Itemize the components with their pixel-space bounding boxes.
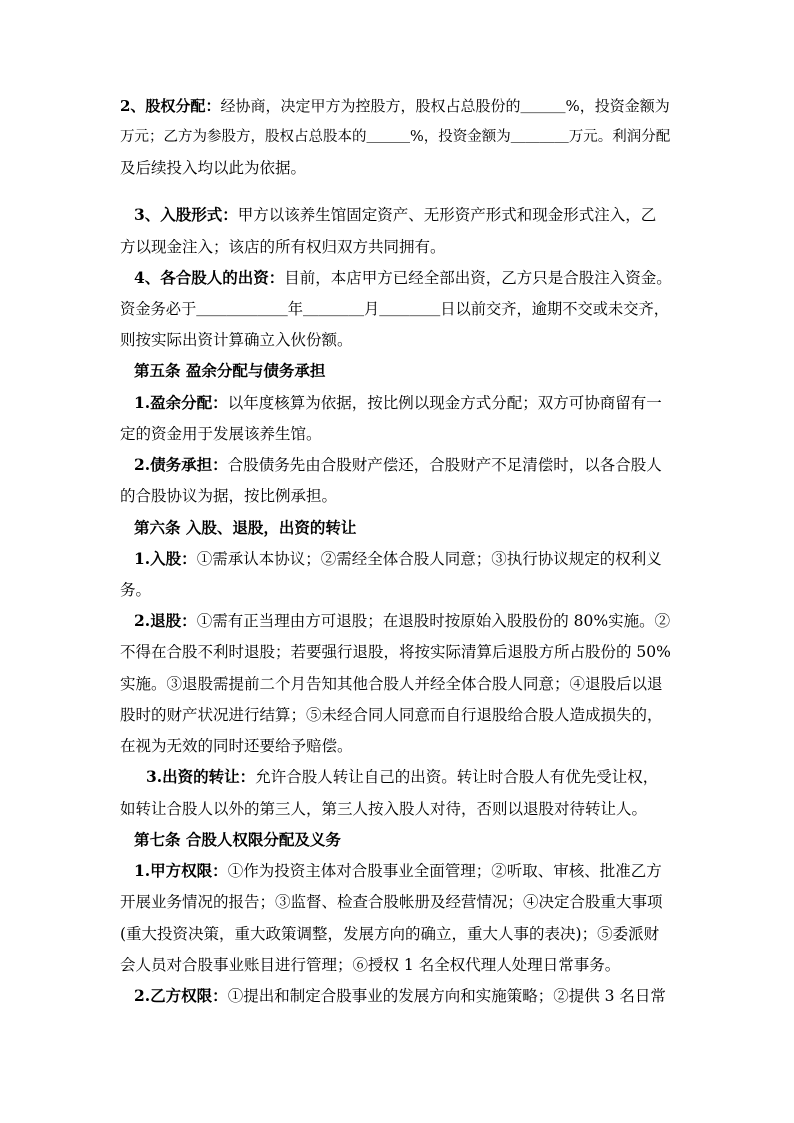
text-line: 及后续投入均以此为依据。	[120, 159, 307, 177]
text-line: 3、入股形式：甲方以该养生馆固定资产、无形资产形式和现金形式注入，乙	[134, 205, 657, 224]
text-line: 1.甲方权限：①作为投资主体对合股事业全面管理；②听取、审核、批准乙方	[134, 861, 662, 880]
text-line: 的合股协议为据，按比例承担。	[120, 487, 338, 505]
text-line: 2.乙方权限：①提出和制定合股事业的发展方向和实施策略；②提供 3 名日常	[134, 986, 666, 1005]
text-line: 实施。③退股需提前二个月告知其他合股人并经全体合股人同意；④退股后以退	[120, 675, 663, 693]
section-heading: 第五条 盈余分配与债务承担	[134, 361, 326, 380]
text-line: 2.退股：①需有正当理由方可退股；在退股时按原始入股股份的 80%实施。②	[134, 611, 671, 630]
text-line: 方以现金注入；该店的所有权归双方共同拥有。	[120, 238, 446, 256]
text-line: 1.盈余分配：以年度核算为依据，按比例以现金方式分配；双方可协商留有一	[134, 393, 662, 412]
section-heading: 第七条 合股人权限分配及义务	[134, 830, 341, 849]
text-line: 在视为无效的同时还要给予赔偿。	[120, 737, 353, 755]
section-heading: 第六条 入股、退股，出资的转让	[134, 518, 357, 537]
text-line: 万元；乙方为参股方，股权占总股本的＿＿＿%，投资金额为＿＿＿＿万元。利润分配	[120, 129, 671, 145]
text-line: 务。	[120, 581, 152, 599]
text-line: 开展业务情况的报告；③监督、检查合股帐册及经营情况；④决定合股重大事项	[120, 893, 663, 911]
text-line: 1.入股：①需承认本协议；②需经全体合股人同意；③执行协议规定的权利义	[134, 549, 662, 568]
text-line: 3.出资的转让：允许合股人转让自己的出资。转让时合股人有优先受让权，	[146, 767, 659, 786]
text-line: 资金务必于＿＿＿＿＿＿年＿＿＿＿月＿＿＿＿日以前交齐，逾期不交或未交齐，	[120, 300, 669, 318]
text-line: (重大投资决策，重大政策调整，发展方向的确立，重大人事的表决)；⑤委派财	[120, 925, 660, 943]
text-line: 定的资金用于发展该养生馆。	[120, 425, 322, 443]
text-line: 则按实际出资计算确立入伙份额。	[120, 331, 353, 349]
text-line: 4、各合股人的出资：目前，本店甲方已经全部出资，乙方只是合股注入资金。	[134, 268, 672, 287]
text-line: 股时的财产状况进行结算；⑤未经合同人同意而自行退股给合股人造成损失的，	[120, 706, 663, 724]
text-line: 如转让合股人以外的第三人，第三人按入股人对待，否则以退股对待转让人。	[120, 800, 648, 818]
text-line: 不得在合股不利时退股；若要强行退股，将按实际清算后退股方所占股份的 50%	[120, 643, 671, 661]
text-line: 2、股权分配：经协商，决定甲方为控股方，股权占总股份的＿＿＿%，投资金额为	[120, 97, 670, 115]
text-line: 会人员对合股事业账目进行管理；⑥授权 1 名全权代理人处理日常事务。	[120, 956, 621, 974]
text-line: 2.债务承担：合股债务先由合股财产偿还，合股财产不足清偿时，以各合股人	[134, 455, 662, 474]
